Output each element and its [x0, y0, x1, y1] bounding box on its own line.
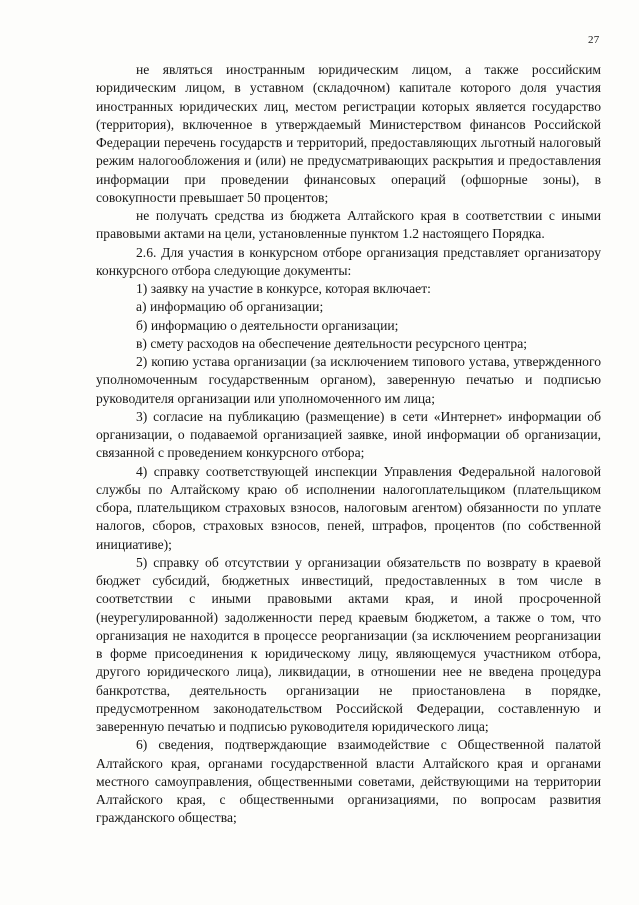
list-item-4-tax-certificate: 4) справку соответствующей инспекции Управления Федеральной налоговой службы по Алтайскому краю об исполнении налогоплательщиком (плательщиком сбора, плательщиком страховых взносов, налоговым агентом) обязанности по уплате налогов, сборов, страховых взносов, пеней, штрафов, процентов (по собственной инициативе);	[96, 463, 601, 552]
paragraph-section-2-6: 2.6. Для участия в конкурсном отборе организация представляет организатору конкурсного отбора следующие документы:	[96, 244, 601, 278]
list-item-1c-cost-estimate: в) смету расходов на обеспечение деятельности ресурсного центра;	[136, 335, 528, 351]
paragraph-no-budget-funds: не получать средства из бюджета Алтайского края в соответствии с иными правовыми актами на цели, установленные пунктом 1.2 настоящего Порядка.	[96, 208, 601, 242]
list-item-1a-organization-info: а) информацию об организации;	[136, 299, 324, 315]
list-item-5-no-debt-certificate: 5) справку об отсутствии у организации обязательств по возврату в краевой бюджет субсидий, бюджетных инвестиций, предоставленных в том числе в соответствии с иными правовыми актами края, и иной просроченной (неурегулированной) задолженности перед краевым бюджетом, а также о том, что организация не находится в процессе реорганизации (за исключением реорганизации в форме присоединения к юридическому лицу, являющемуся участником отбора, другого юридического лица), ликвидации, в отношении нее не введена процедура банкротства, деятельность организации не приостановлена в порядке, предусмотренном законодательством Российской Федерации, составленную и заверенную печатью и подписью руководителя юридического лица;	[96, 554, 601, 734]
paragraph-foreign-entity-requirement: не являться иностранным юридическим лицом, а также российским юридическим лицом, в уставном (складочном) капитале которого доля участия иностранных юридических лиц, местом регистрации которых является государство (территория), включенное в утверждаемый Министерством финансов Российской Федерации перечень государств и территорий, предоставляющих льготный налоговый режим налогообложения и (или) не предусматривающих раскрытия и предоставления информации при проведении финансовых операций (офшорные зоны), в совокупности превышает 50 процентов;	[96, 62, 601, 205]
list-item-1b-activity-info: б) информацию о деятельности организации;	[136, 317, 399, 333]
list-item-1-application: 1) заявку на участие в конкурсе, которая включает:	[136, 281, 431, 296]
list-item-2-charter-copy: 2) копию устава организации (за исключением типового устава, утвержденного уполномоченным государственным органом), заверенную печатью и подписью руководителя организации или уполномоченного им лица;	[96, 354, 601, 406]
document-body	[96, 61, 601, 828]
list-item-3-publication-consent: 3) согласие на публикацию (размещение) в сети «Интернет» информации об организации, о подаваемой организацией заявке, иной информации об организации, связанной с проведением конкурсного отбора;	[96, 408, 601, 461]
list-item-6-interaction-info: 6) сведения, подтверждающие взаимодействие с Общественной палатой Алтайского края, органами государственной власти Алтайского края и органами местного самоуправления, общественными советами, действующими на территории Алтайского края, с общественными организациями, по вопросам развития гражданского общества;	[96, 737, 601, 826]
page-number: 27	[588, 34, 600, 46]
